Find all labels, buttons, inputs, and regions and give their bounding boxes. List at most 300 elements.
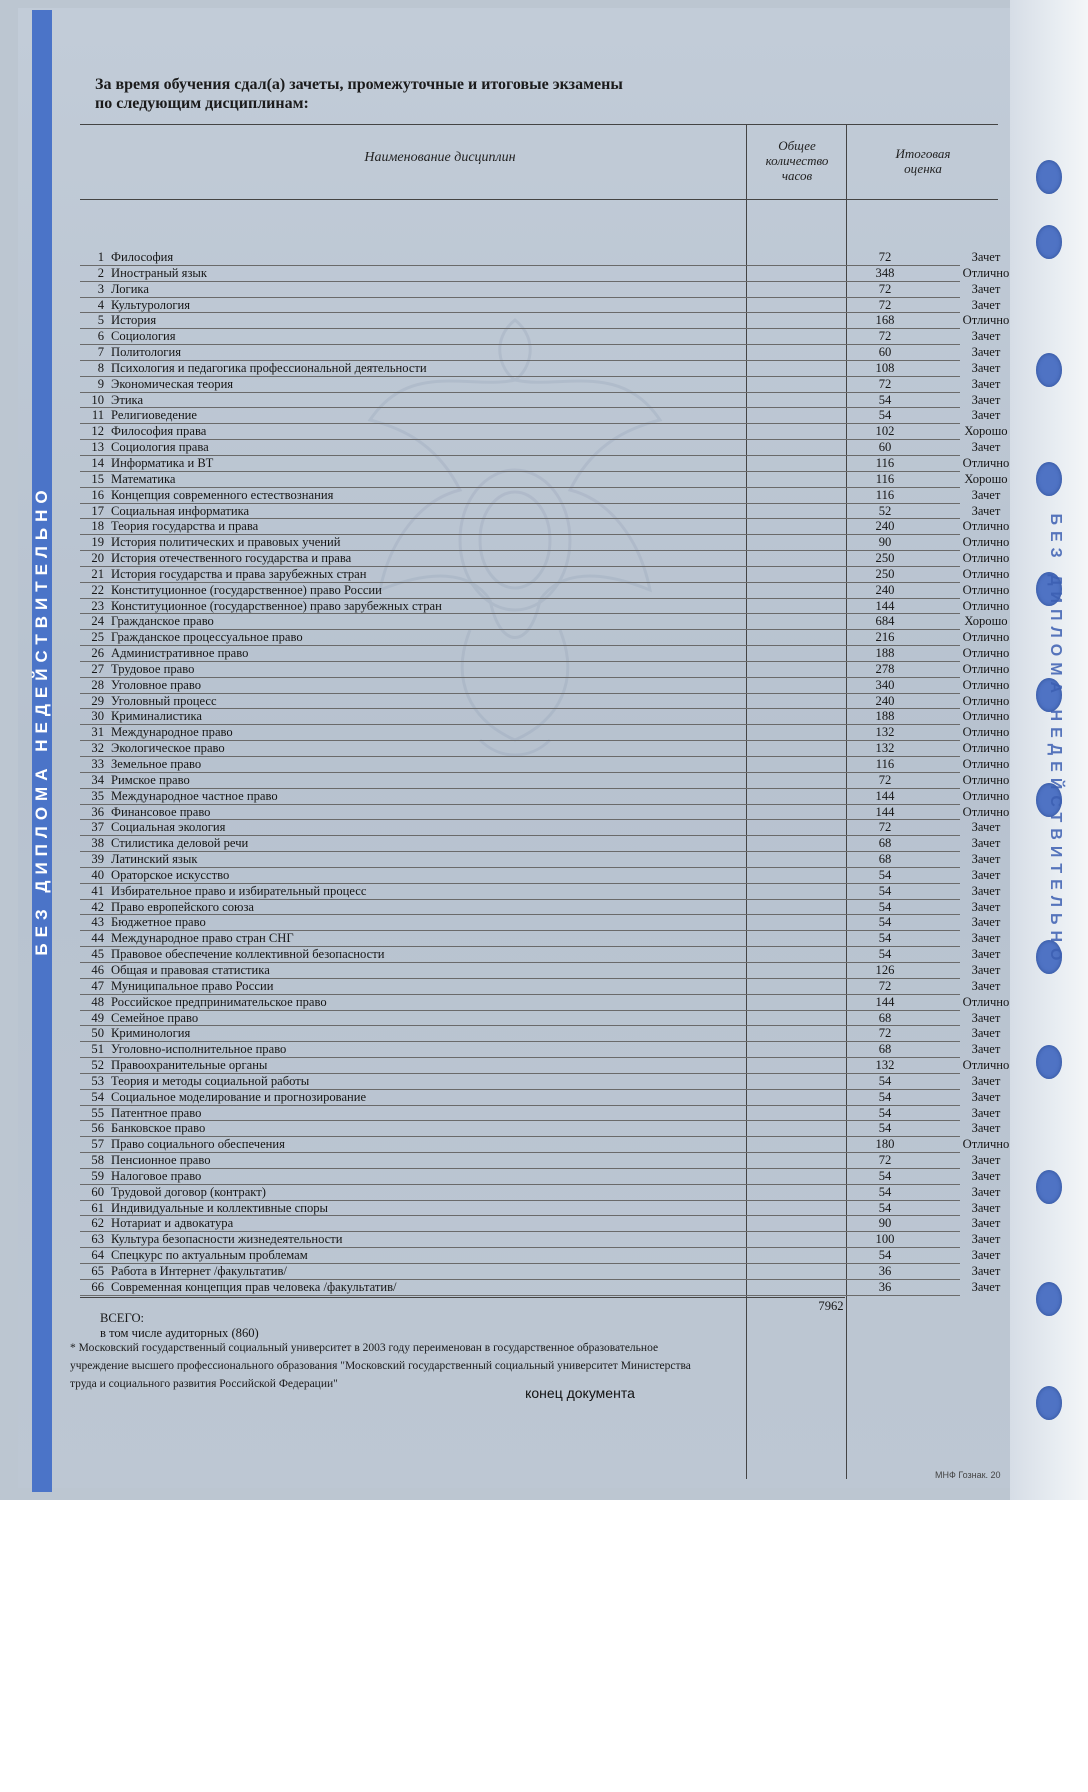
- course-hours: 72: [878, 250, 892, 264]
- course-number: 14: [91, 455, 104, 470]
- course-number: 12: [91, 424, 104, 439]
- course-hours: 60: [878, 345, 892, 360]
- sleeve-watermark-text: БЕЗ ДИПЛОМА НЕДЕЙСТВИТЕЛЬНО: [1047, 513, 1064, 967]
- table-row: [80, 503, 1001, 520]
- table-row: [80, 1184, 1001, 1201]
- course-number: 25: [91, 630, 104, 645]
- course-hours: 72: [878, 820, 892, 835]
- course-number: 57: [91, 1137, 104, 1152]
- side-strip-text: БЕЗ ДИПЛОМА НЕДЕЙСТВИТЕЛЬНО: [32, 484, 51, 956]
- table-row: [80, 677, 1010, 694]
- course-number: 49: [91, 1010, 104, 1025]
- course-grade: Зачет: [971, 1026, 1001, 1041]
- course-name: Международное частное право: [111, 788, 278, 803]
- course-number: 41: [91, 883, 104, 898]
- course-hours: 54: [878, 883, 892, 898]
- course-name: Земельное право: [111, 757, 202, 771]
- course-grade: Зачет: [971, 836, 1001, 851]
- course-name: Уголовное право: [111, 677, 202, 692]
- course-grade: Зачет: [971, 1073, 1001, 1088]
- course-grade: Зачет: [971, 915, 1001, 930]
- course-grade: Зачет: [971, 820, 1001, 835]
- table-row: [80, 693, 1010, 710]
- table-row: [80, 519, 1010, 535]
- course-number: 20: [91, 551, 104, 566]
- table-row: [80, 1026, 1001, 1042]
- course-name: Философия: [111, 250, 174, 264]
- course-hours: 68: [878, 852, 892, 867]
- course-hours: 72: [878, 1153, 892, 1168]
- page-heading: За время обучения сдал(а) зачеты, промежуточные и итоговые экзамены по следующим дисциплинам:: [95, 76, 623, 112]
- course-number: 34: [91, 772, 104, 787]
- course-hours: 54: [878, 408, 892, 423]
- course-number: 46: [91, 962, 104, 977]
- course-hours: 116: [875, 471, 895, 486]
- course-grade: Отлично: [962, 725, 1010, 740]
- course-grade: Отлично: [962, 630, 1010, 645]
- course-grade: Зачет: [971, 1168, 1001, 1183]
- course-hours: 188: [875, 646, 895, 661]
- table-row: [80, 883, 1001, 900]
- course-hours: 250: [875, 566, 895, 581]
- table-row: [80, 1105, 1001, 1122]
- course-grade: Зачет: [971, 852, 1001, 867]
- table-row: [80, 455, 1010, 472]
- course-grade: Зачет: [971, 1010, 1001, 1025]
- course-hours: 168: [875, 313, 895, 328]
- course-name: Философия права: [111, 424, 207, 439]
- course-name: История отечественного государства и права: [111, 551, 352, 566]
- table-row: [80, 471, 1008, 488]
- course-grade: Отлично: [962, 1058, 1010, 1073]
- table-row: [80, 661, 1010, 678]
- course-number: 42: [91, 899, 104, 914]
- course-name: Гражданское право: [111, 614, 214, 629]
- table-row: [80, 962, 1001, 979]
- course-number: 56: [91, 1121, 104, 1136]
- course-number: 40: [91, 867, 104, 882]
- course-grade: Зачет: [971, 281, 1001, 296]
- course-name: Патентное право: [111, 1105, 202, 1120]
- course-number: 61: [91, 1200, 104, 1215]
- course-grade: Зачет: [971, 1264, 1001, 1278]
- table-row: [80, 931, 1001, 947]
- course-number: 3: [97, 281, 104, 296]
- course-hours: 72: [878, 329, 892, 344]
- course-number: 53: [91, 1073, 104, 1088]
- course-name: Административное право: [111, 646, 249, 661]
- course-name: Римское право: [111, 772, 190, 787]
- course-number: 21: [91, 566, 104, 581]
- course-number: 9: [97, 376, 104, 391]
- course-grade: Отлично: [962, 582, 1010, 597]
- course-hours: 180: [875, 1137, 895, 1152]
- course-number: 59: [91, 1168, 104, 1183]
- course-hours: 54: [878, 899, 892, 914]
- table-row: [80, 994, 1010, 1011]
- course-hours: 68: [878, 1042, 892, 1057]
- course-grade: Зачет: [971, 1121, 1001, 1136]
- table-row: [80, 630, 1010, 646]
- totals-block: [100, 1311, 259, 1341]
- course-number: 54: [91, 1089, 104, 1104]
- table-row: [80, 947, 1001, 963]
- total-hours-value: 7962: [818, 1299, 844, 1313]
- table-row: [80, 1200, 1001, 1217]
- course-hours: 126: [875, 962, 895, 977]
- course-number: 1: [97, 250, 104, 264]
- course-name: Социальная информатика: [111, 503, 250, 518]
- course-grade: Отлично: [962, 677, 1010, 692]
- course-number: 32: [91, 741, 104, 756]
- punch-hole-icon: [1036, 160, 1062, 194]
- course-grade: Зачет: [971, 1184, 1001, 1199]
- table-row: [80, 329, 1001, 345]
- table-row: [80, 1089, 1001, 1106]
- course-grade: Зачет: [971, 947, 1001, 962]
- table-row: [80, 345, 1001, 361]
- course-name: Общая и правовая статистика: [111, 962, 270, 977]
- course-name: История политических и правовых учений: [111, 535, 341, 550]
- course-name: Правовое обеспечение коллективной безопасности: [111, 947, 385, 962]
- course-hours: 54: [878, 915, 892, 930]
- course-hours: 144: [875, 994, 895, 1009]
- printer-imprint: МНФ Гознак. 20: [935, 1470, 1001, 1480]
- course-number: 47: [91, 978, 104, 993]
- table-row: [80, 757, 1010, 773]
- course-name: Логика: [111, 281, 149, 296]
- course-hours: 348: [875, 265, 895, 280]
- table-row: [80, 741, 1010, 757]
- course-hours: 340: [875, 677, 895, 692]
- course-grade: Зачет: [971, 329, 1001, 344]
- course-grade: Хорошо: [964, 424, 1008, 439]
- course-name: Семейное право: [111, 1010, 199, 1025]
- course-grade: Зачет: [971, 1105, 1001, 1120]
- table-row: [80, 376, 1001, 393]
- course-name: Пенсионное право: [111, 1153, 211, 1168]
- course-grade: Отлично: [962, 1137, 1010, 1152]
- course-hours: 188: [875, 709, 895, 724]
- course-name: Трудовое право: [111, 661, 195, 676]
- course-hours: 100: [875, 1232, 895, 1247]
- course-grade: Отлично: [962, 788, 1010, 803]
- course-name: Право европейского союза: [111, 899, 255, 914]
- course-number: 45: [91, 947, 104, 962]
- course-grade: Отлично: [962, 741, 1010, 756]
- course-grade: Отлично: [962, 265, 1010, 280]
- course-hours: 240: [875, 582, 895, 597]
- course-name: Уголовный процесс: [111, 693, 217, 708]
- course-hours: 68: [878, 1010, 892, 1025]
- course-grade: Зачет: [971, 297, 1001, 312]
- course-grade: Зачет: [971, 503, 1001, 518]
- course-name: Стилистика деловой речи: [111, 836, 249, 851]
- table-row: [80, 360, 1001, 377]
- course-name: История государства и права зарубежных стран: [111, 566, 367, 581]
- course-number: 36: [91, 804, 104, 819]
- course-grade: Зачет: [971, 962, 1001, 977]
- course-name: Религиоведение: [111, 408, 198, 423]
- course-grade: Зачет: [971, 360, 1001, 375]
- table-row: [80, 1010, 1001, 1027]
- course-name: Математика: [111, 471, 176, 486]
- course-hours: 102: [875, 424, 895, 439]
- course-number: 19: [91, 535, 104, 550]
- courses-table: [80, 250, 1010, 1296]
- course-grade: Зачет: [971, 978, 1001, 993]
- course-hours: 54: [878, 392, 892, 407]
- course-name: Культура безопасности жизнедеятельности: [111, 1232, 343, 1247]
- course-name: Налоговое право: [111, 1168, 202, 1183]
- course-number: 11: [91, 408, 104, 423]
- table-row: [80, 1058, 1010, 1074]
- table-row: [80, 978, 1001, 995]
- course-hours: 52: [878, 503, 892, 518]
- course-name: Культурология: [111, 297, 191, 312]
- course-hours: 240: [875, 693, 895, 708]
- course-name: Бюджетное право: [111, 915, 206, 930]
- course-grade: Зачет: [971, 1089, 1001, 1104]
- course-number: 65: [91, 1264, 104, 1278]
- footnote: * Московский государственный социальный университет в 2003 году переименован в государственное образовательное учреждение высшего профессионального образования "Московский государственный социальный университет Министерства труда и социального развития Российской Федерации": [70, 1342, 691, 1390]
- course-number: 22: [91, 582, 104, 597]
- table-row: [80, 1232, 1001, 1248]
- course-hours: 216: [875, 630, 895, 645]
- course-number: 10: [91, 392, 104, 407]
- course-name: Социология права: [111, 440, 209, 455]
- table-row: [80, 804, 1010, 821]
- course-hours: 60: [878, 440, 892, 455]
- course-number: 30: [91, 709, 104, 724]
- course-name: Российское предпринимательское право: [111, 994, 327, 1009]
- course-name: Избирательное право и избирательный процесс: [111, 883, 367, 898]
- course-grade: Отлично: [962, 566, 1010, 581]
- table-row: [80, 725, 1010, 741]
- table-row: [80, 915, 1001, 931]
- course-name: Экономическая теория: [111, 376, 234, 391]
- col-grade-header: Итоговая оценка: [895, 146, 951, 176]
- table-row: [80, 1264, 1001, 1280]
- course-hours: 250: [875, 551, 895, 566]
- course-grade: Отлично: [962, 313, 1010, 328]
- course-grade: Зачет: [971, 1200, 1001, 1215]
- course-grade: Отлично: [962, 598, 1010, 613]
- course-grade: Зачет: [971, 392, 1001, 407]
- course-grade: Отлично: [962, 994, 1010, 1009]
- course-number: 6: [97, 329, 104, 344]
- table-row: [80, 1248, 1001, 1264]
- course-hours: 54: [878, 1105, 892, 1120]
- course-hours: 54: [878, 1168, 892, 1183]
- course-number: 13: [91, 440, 104, 455]
- course-grade: Отлично: [962, 519, 1010, 534]
- table-row: [80, 1168, 1001, 1185]
- course-hours: 54: [878, 1073, 892, 1088]
- classroom-hours: в том числе аудиторных (860): [100, 1326, 259, 1340]
- course-grade: Отлично: [962, 709, 1010, 724]
- course-number: 2: [97, 265, 104, 280]
- course-name: Индивидуальные и коллективные споры: [111, 1200, 328, 1215]
- course-hours: 144: [875, 788, 895, 803]
- course-hours: 36: [878, 1264, 892, 1278]
- course-grade: Зачет: [971, 440, 1001, 455]
- course-grade: Зачет: [971, 1279, 1001, 1294]
- course-number: 66: [91, 1279, 104, 1294]
- course-grade: Зачет: [971, 376, 1001, 391]
- course-name: Социальная экология: [111, 820, 226, 835]
- course-grade: Отлично: [962, 455, 1010, 470]
- course-name: Экологическое право: [111, 741, 225, 756]
- course-name: Информатика и ВТ: [111, 455, 214, 470]
- course-hours: 116: [875, 455, 895, 470]
- course-grade: Хорошо: [964, 614, 1008, 629]
- course-name: Финансовое право: [111, 804, 211, 819]
- course-name: Уголовно-исполнительное право: [111, 1042, 287, 1057]
- course-hours: 132: [875, 1058, 895, 1073]
- course-hours: 116: [875, 757, 895, 771]
- course-name: Политология: [111, 345, 181, 360]
- table-row: [80, 313, 1010, 329]
- table-row: [80, 709, 1010, 725]
- course-name: Банковское право: [111, 1121, 206, 1136]
- course-hours: 132: [875, 725, 895, 740]
- course-number: 29: [91, 693, 104, 708]
- course-name: Психология и педагогика профессиональной деятельности: [111, 360, 427, 375]
- course-number: 31: [91, 725, 104, 740]
- course-grade: Зачет: [971, 899, 1001, 914]
- course-name: Криминология: [111, 1026, 191, 1041]
- course-number: 50: [91, 1026, 104, 1041]
- course-hours: 54: [878, 1248, 892, 1263]
- course-number: 26: [91, 646, 104, 661]
- table-row: [80, 772, 1010, 789]
- course-number: 7: [97, 345, 104, 360]
- course-name: Криминалистика: [111, 709, 202, 724]
- course-name: Гражданское процессуальное право: [111, 630, 303, 645]
- course-hours: 144: [875, 804, 895, 819]
- table-row: [80, 250, 1001, 266]
- col-name-header: Наименование дисциплин: [364, 150, 516, 165]
- table-row: [80, 646, 1010, 662]
- table-row: [80, 820, 1001, 836]
- course-grade: Отлично: [962, 772, 1010, 787]
- table-header-rule: [80, 199, 998, 200]
- course-name: Латинский язык: [111, 852, 198, 867]
- course-number: 23: [91, 598, 104, 613]
- course-name: Конституционное (государственное) право зарубежных стран: [111, 598, 442, 613]
- course-hours: 72: [878, 1026, 892, 1041]
- course-hours: 144: [875, 598, 895, 613]
- course-number: 27: [91, 661, 104, 676]
- course-hours: 72: [878, 297, 892, 312]
- course-number: 33: [91, 757, 104, 771]
- course-grade: Зачет: [971, 931, 1001, 946]
- course-name: Современная концепция прав человека /факультатив/: [111, 1279, 397, 1294]
- document-end-note: конец документа: [525, 1385, 635, 1401]
- course-grade: Отлично: [962, 551, 1010, 566]
- course-grade: Зачет: [971, 487, 1001, 502]
- course-hours: 54: [878, 1200, 892, 1215]
- course-number: 44: [91, 931, 104, 946]
- table-row: [80, 392, 1001, 409]
- total-label: ВСЕГО:: [100, 1311, 145, 1325]
- table-row: [80, 1042, 1001, 1058]
- course-hours: 54: [878, 1184, 892, 1199]
- course-number: 18: [91, 519, 104, 534]
- course-hours: 72: [878, 978, 892, 993]
- course-name: Работа в Интернет /факультатив/: [111, 1264, 287, 1278]
- course-number: 48: [91, 994, 104, 1009]
- course-name: Конституционное (государственное) право России: [111, 582, 382, 597]
- course-number: 8: [97, 360, 104, 375]
- table-row: [80, 408, 1001, 424]
- course-number: 43: [91, 915, 104, 930]
- course-hours: 54: [878, 947, 892, 962]
- totals-rule: [80, 1297, 845, 1298]
- table-row: [80, 297, 1001, 314]
- table-row: [80, 1216, 1001, 1232]
- course-number: 64: [91, 1248, 104, 1263]
- table-row: [80, 1073, 1001, 1090]
- course-grade: Отлично: [962, 693, 1010, 708]
- course-hours: 684: [875, 614, 895, 629]
- course-hours: 72: [878, 772, 892, 787]
- course-hours: 72: [878, 376, 892, 391]
- course-grade: Отлично: [962, 757, 1010, 771]
- course-grade: Зачет: [971, 1042, 1001, 1057]
- course-name: Нотариат и адвокатура: [111, 1216, 234, 1231]
- course-number: 52: [91, 1058, 104, 1073]
- table-row: [80, 551, 1010, 567]
- course-number: 15: [91, 471, 104, 486]
- course-name: Муниципальное право России: [111, 978, 274, 993]
- table-row: [80, 836, 1001, 852]
- course-hours: 72: [878, 281, 892, 296]
- course-hours: 54: [878, 931, 892, 946]
- course-hours: 90: [878, 535, 892, 550]
- course-name: Социология: [111, 329, 176, 344]
- punch-hole-icon: [1036, 1386, 1062, 1420]
- course-grade: Отлично: [962, 661, 1010, 676]
- table-row: [80, 1279, 1001, 1296]
- course-name: Международное право: [111, 725, 233, 740]
- table-row: [80, 614, 1008, 630]
- course-grade: Отлично: [962, 804, 1010, 819]
- table-row: [80, 852, 1001, 868]
- course-number: 62: [91, 1216, 104, 1231]
- course-grade: Зачет: [971, 250, 1001, 264]
- table-row: [80, 440, 1001, 456]
- course-name: Право социального обеспечения: [111, 1137, 285, 1152]
- table-row: [80, 1137, 1010, 1153]
- table-row: [80, 1121, 1001, 1137]
- course-grade: Зачет: [971, 867, 1001, 882]
- course-name: Этика: [111, 392, 144, 407]
- table-row: [80, 265, 1010, 282]
- course-name: Социальное моделирование и прогнозирование: [111, 1089, 367, 1104]
- course-number: 51: [91, 1042, 104, 1057]
- course-grade: Зачет: [971, 1216, 1001, 1231]
- course-grade: Отлично: [962, 646, 1010, 661]
- course-name: Спецкурс по актуальным проблемам: [111, 1248, 308, 1263]
- table-row: [80, 899, 1001, 916]
- course-name: Концепция современного естествознания: [111, 487, 334, 502]
- course-grade: Зачет: [971, 1153, 1001, 1168]
- table-row: [80, 566, 1010, 583]
- course-hours: 132: [875, 741, 895, 756]
- course-hours: 54: [878, 867, 892, 882]
